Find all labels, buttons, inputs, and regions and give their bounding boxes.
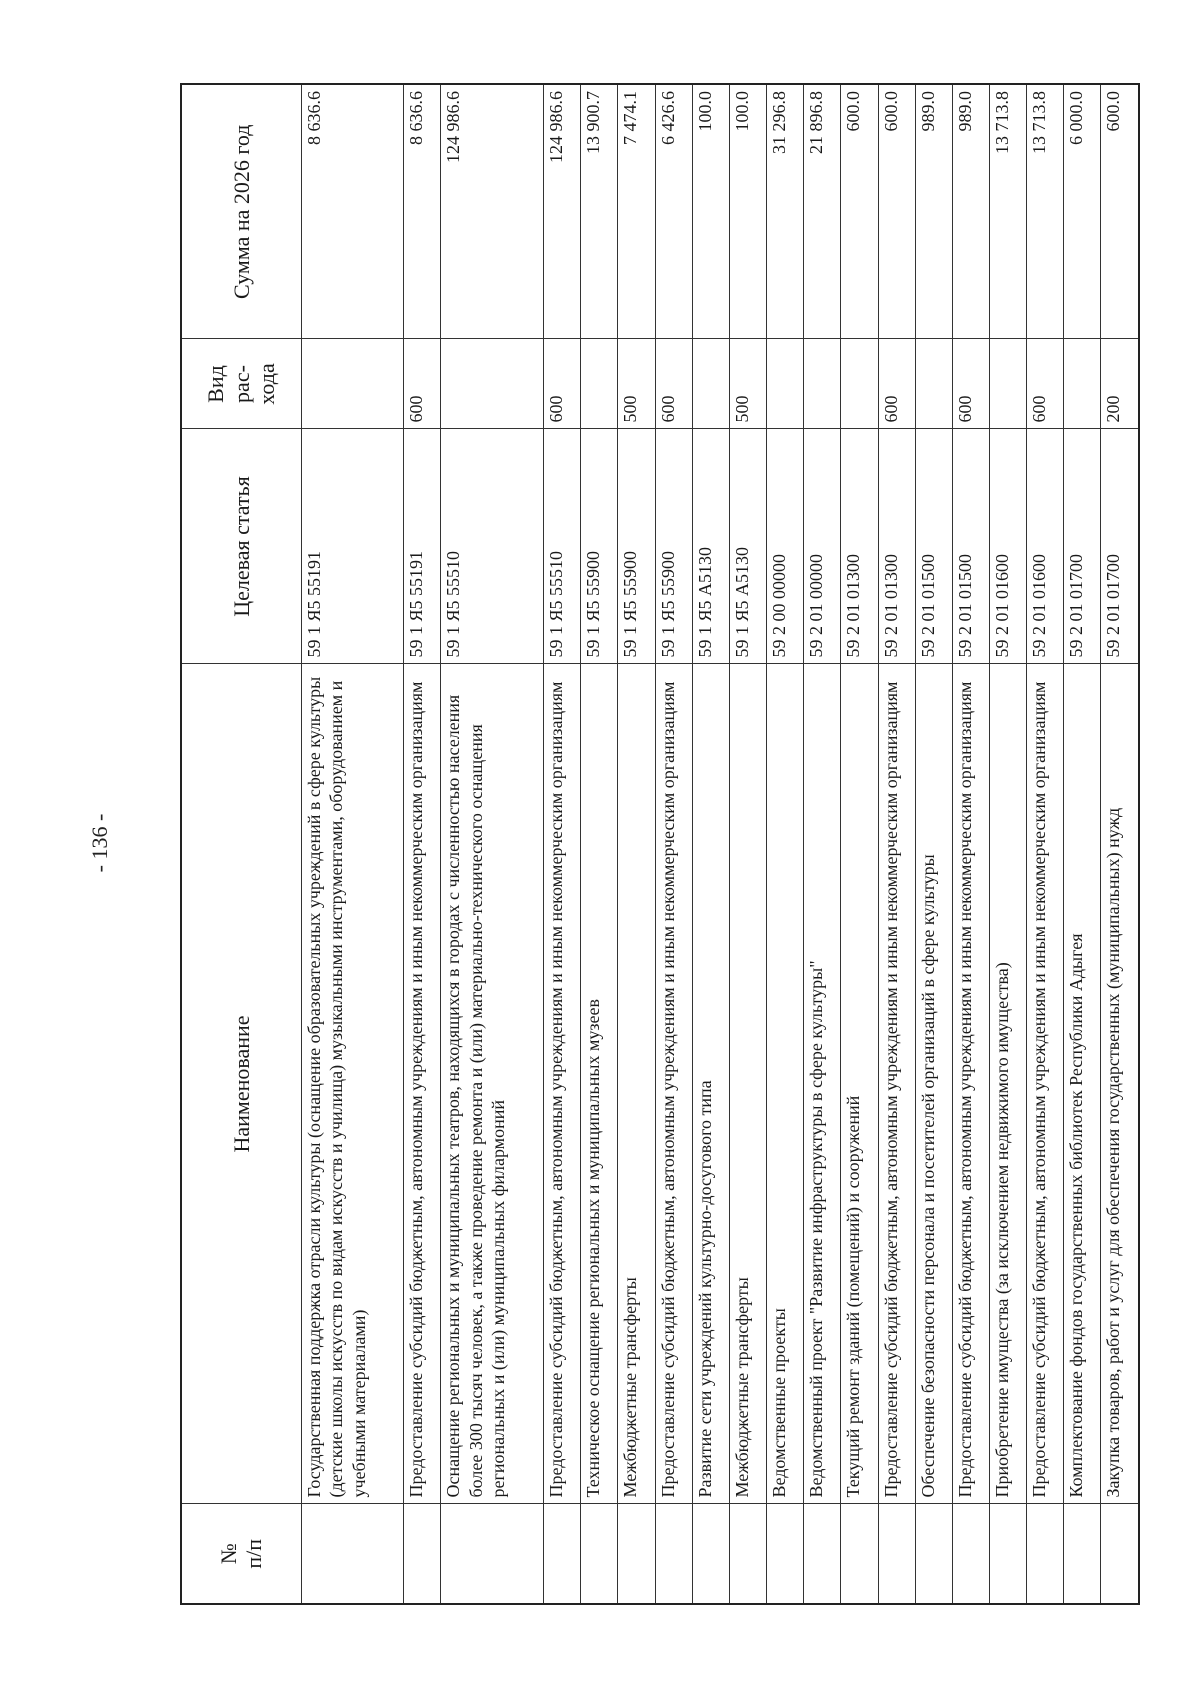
row-number (804, 1504, 841, 1604)
table-row (544, 84, 581, 1604)
row-sum: 7 474.1 (618, 84, 655, 339)
row-name: Обеспечение безопасности персонала и посетителей организаций в сфере культуры (915, 664, 952, 1504)
row-sum: 6 000.0 (1064, 84, 1101, 339)
row-target-article: 59 2 01 01700 (1064, 429, 1101, 664)
row-name: Ведомственный проект "Развитие инфраструктуры в сфере культуры" (804, 664, 841, 1504)
row-name: Предоставление субсидий бюджетным, автономным учреждениям и иным некоммерческим организациям (952, 664, 989, 1504)
table-row (618, 84, 655, 1604)
table-row (729, 84, 766, 1604)
row-name: Техническое оснащение региональных и муниципальных музеев (581, 664, 618, 1504)
table-row (878, 84, 915, 1604)
row-expense-type: 600 (404, 339, 441, 429)
row-expense-type: 600 (655, 339, 692, 429)
row-number (952, 1504, 989, 1604)
row-sum: 124 986.6 (544, 84, 581, 339)
row-target-article: 59 1 Я5 55191 (404, 429, 441, 664)
row-target-article: 59 2 01 01500 (952, 429, 989, 664)
row-target-article: 59 1 Я5 А5130 (729, 429, 766, 664)
table-row (1064, 84, 1101, 1604)
row-expense-type (301, 339, 404, 429)
row-target-article: 59 2 01 01600 (990, 429, 1027, 664)
row-expense-type (581, 339, 618, 429)
row-target-article: 59 2 01 01300 (841, 429, 878, 664)
row-target-article: 59 1 Я5 А5130 (692, 429, 729, 664)
column-header-target-article: Целевая статья (181, 429, 301, 664)
row-sum: 989.0 (952, 84, 989, 339)
table-row (990, 84, 1027, 1604)
row-name: Предоставление субсидий бюджетным, автономным учреждениям и иным некоммерческим организациям (404, 664, 441, 1504)
budget-table (180, 83, 1140, 1605)
row-target-article: 59 2 01 00000 (804, 429, 841, 664)
row-number (692, 1504, 729, 1604)
row-sum: 600.0 (1101, 84, 1139, 339)
row-target-article: 59 1 Я5 55510 (441, 429, 544, 664)
row-number (581, 1504, 618, 1604)
row-name: Развитие сети учреждений культурно-досугового типа (692, 664, 729, 1504)
budget-table-wrapper (180, 85, 1140, 1605)
row-target-article: 59 2 01 01600 (1027, 429, 1064, 664)
row-sum: 13 900.7 (581, 84, 618, 339)
row-expense-type (1064, 339, 1101, 429)
row-name: Приобретение имущества (за исключением недвижимого имущества) (990, 664, 1027, 1504)
table-row (767, 84, 804, 1604)
row-number (841, 1504, 878, 1604)
row-name: Закупка товаров, работ и услуг для обеспечения государственных (муниципальных) нужд (1101, 664, 1139, 1504)
page-number: - 136 - (87, 813, 112, 873)
row-sum: 8 636.6 (301, 84, 404, 339)
column-header-sum-2026: Сумма на 2026 год (181, 84, 301, 339)
row-expense-type (767, 339, 804, 429)
row-sum: 8 636.6 (404, 84, 441, 339)
row-name: Комплектование фондов государственных библиотек Республики Адыгея (1064, 664, 1101, 1504)
row-name: Межбюджетные трансферты (729, 664, 766, 1504)
row-number (544, 1504, 581, 1604)
row-name: Оснащение региональных и муниципальных театров, находящихся в городах с численностью населения более 300 тысяч человек, а также проведение ремонта и (или) материально-технического оснащения региональных и (или) муниципальных филармоний (441, 664, 544, 1504)
row-target-article: 59 1 Я5 55191 (301, 429, 404, 664)
row-expense-type: 600 (952, 339, 989, 429)
row-sum: 989.0 (915, 84, 952, 339)
row-target-article: 59 1 Я5 55900 (655, 429, 692, 664)
row-expense-type: 200 (1101, 339, 1139, 429)
row-sum: 600.0 (841, 84, 878, 339)
row-number (1064, 1504, 1101, 1604)
row-expense-type (441, 339, 544, 429)
row-number (618, 1504, 655, 1604)
row-target-article: 59 2 00 00000 (767, 429, 804, 664)
row-sum: 100.0 (692, 84, 729, 339)
column-header-name: Наименование (181, 664, 301, 1504)
row-name: Текущий ремонт зданий (помещений) и сооружений (841, 664, 878, 1504)
row-number (1101, 1504, 1139, 1604)
row-target-article: 59 1 Я5 55510 (544, 429, 581, 664)
row-number (990, 1504, 1027, 1604)
row-target-article: 59 1 Я5 55900 (618, 429, 655, 664)
table-row (655, 84, 692, 1604)
table-row (581, 84, 618, 1604)
row-sum: 31 296.8 (767, 84, 804, 339)
row-number (767, 1504, 804, 1604)
row-target-article: 59 2 01 01500 (915, 429, 952, 664)
row-expense-type (915, 339, 952, 429)
table-row (404, 84, 441, 1604)
row-expense-type (841, 339, 878, 429)
row-name: Ведомственные проекты (767, 664, 804, 1504)
row-target-article: 59 2 01 01300 (878, 429, 915, 664)
row-name: Предоставление субсидий бюджетным, автономным учреждениям и иным некоммерческим организациям (655, 664, 692, 1504)
row-sum: 13 713.8 (1027, 84, 1064, 339)
row-expense-type: 600 (878, 339, 915, 429)
table-row (804, 84, 841, 1604)
row-expense-type: 600 (1027, 339, 1064, 429)
row-number (729, 1504, 766, 1604)
row-sum: 600.0 (878, 84, 915, 339)
row-number (915, 1504, 952, 1604)
table-row (1027, 84, 1064, 1604)
row-number (441, 1504, 544, 1604)
table-row (841, 84, 878, 1604)
row-target-article: 59 2 01 01700 (1101, 429, 1139, 664)
table-row (915, 84, 952, 1604)
row-number (878, 1504, 915, 1604)
row-sum: 13 713.8 (990, 84, 1027, 339)
table-row (692, 84, 729, 1604)
column-header-expense-type: Вид рас-хода (181, 339, 301, 429)
table-row (301, 84, 404, 1604)
row-expense-type (692, 339, 729, 429)
row-sum: 100.0 (729, 84, 766, 339)
column-header-number: № п/п (181, 1504, 301, 1604)
row-sum: 6 426.6 (655, 84, 692, 339)
row-sum: 124 986.6 (441, 84, 544, 339)
row-target-article: 59 1 Я5 55900 (581, 429, 618, 664)
row-expense-type (804, 339, 841, 429)
table-row (1101, 84, 1139, 1604)
row-name: Предоставление субсидий бюджетным, автономным учреждениям и иным некоммерческим организациям (1027, 664, 1064, 1504)
row-number (301, 1504, 404, 1604)
row-number (655, 1504, 692, 1604)
row-sum: 21 896.8 (804, 84, 841, 339)
row-expense-type: 500 (729, 339, 766, 429)
row-expense-type: 500 (618, 339, 655, 429)
row-name: Государственная поддержка отрасли культуры (оснащение образовательных учреждений в сфере культуры (детские школы искусств по видам искусств и училища) музыкальными инструментами, оборудованием и учебными материалами) (301, 664, 404, 1504)
row-name: Межбюджетные трансферты (618, 664, 655, 1504)
row-expense-type (990, 339, 1027, 429)
table-header-row (181, 84, 301, 1604)
row-number (1027, 1504, 1064, 1604)
row-number (404, 1504, 441, 1604)
row-name: Предоставление субсидий бюджетным, автономным учреждениям и иным некоммерческим организациям (544, 664, 581, 1504)
row-name: Предоставление субсидий бюджетным, автономным учреждениям и иным некоммерческим организациям (878, 664, 915, 1504)
table-row (441, 84, 544, 1604)
row-expense-type: 600 (544, 339, 581, 429)
table-row (952, 84, 989, 1604)
table-body (301, 84, 1139, 1604)
